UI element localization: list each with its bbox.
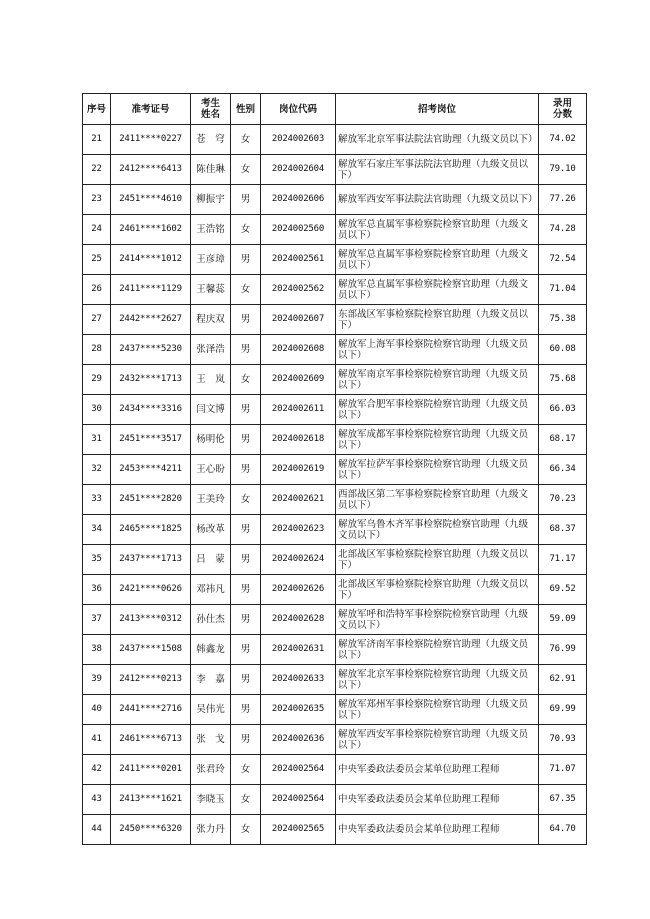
header-seq: 序号 <box>83 94 111 125</box>
cell-post-code: 2024002628 <box>261 605 336 635</box>
cell-gender: 女 <box>231 215 261 245</box>
cell-post-code: 2024002564 <box>261 755 336 785</box>
cell-post-code: 2024002626 <box>261 575 336 605</box>
cell-exam-id: 2437****1508 <box>111 635 191 665</box>
cell-post: 解放军总直属军事检察院检察官助理（九级文员以下） <box>336 245 539 275</box>
cell-name: 苍 穹 <box>191 125 231 155</box>
cell-score: 70.93 <box>539 725 587 755</box>
cell-seq: 37 <box>83 605 111 635</box>
cell-score: 71.04 <box>539 275 587 305</box>
cell-name: 张泽浩 <box>191 335 231 365</box>
cell-post-code: 2024002560 <box>261 215 336 245</box>
cell-post: 解放军西安军事检察院检察官助理（九级文员以下） <box>336 725 539 755</box>
table-row <box>83 635 587 665</box>
cell-score: 77.26 <box>539 185 587 215</box>
cell-name: 张君玲 <box>191 755 231 785</box>
cell-seq: 25 <box>83 245 111 275</box>
cell-score: 67.35 <box>539 785 587 815</box>
cell-exam-id: 2451****3517 <box>111 425 191 455</box>
table-row <box>83 365 587 395</box>
cell-name: 王心盼 <box>191 455 231 485</box>
cell-post-code: 2024002636 <box>261 725 336 755</box>
cell-post: 解放军总直属军事检察院检察官助理（九级文员以下） <box>336 275 539 305</box>
table-row <box>83 545 587 575</box>
cell-name: 闫文博 <box>191 395 231 425</box>
cell-seq: 43 <box>83 785 111 815</box>
cell-gender: 男 <box>231 635 261 665</box>
cell-score: 76.99 <box>539 635 587 665</box>
cell-gender: 男 <box>231 425 261 455</box>
cell-seq: 22 <box>83 155 111 185</box>
cell-post: 解放军总直属军事检察院检察官助理（九级文员以下） <box>336 215 539 245</box>
cell-post: 东部战区军事检察院检察官助理（九级文员以下） <box>336 305 539 335</box>
table-row <box>83 605 587 635</box>
cell-score: 69.52 <box>539 575 587 605</box>
header-post: 招考岗位 <box>336 94 539 125</box>
cell-gender: 女 <box>231 755 261 785</box>
table-row <box>83 785 587 815</box>
cell-name: 邓祎凡 <box>191 575 231 605</box>
cell-post: 解放军上海军事检察院检察官助理（九级文员以下） <box>336 335 539 365</box>
table-row <box>83 275 587 305</box>
cell-score: 70.23 <box>539 485 587 515</box>
cell-post: 解放军石家庄军事法院法官助理（九级文员以下） <box>336 155 539 185</box>
cell-post-code: 2024002603 <box>261 125 336 155</box>
table-row <box>83 515 587 545</box>
cell-score: 60.08 <box>539 335 587 365</box>
cell-post: 中央军委政法委员会某单位助理工程师 <box>336 755 539 785</box>
table-row <box>83 455 587 485</box>
cell-gender: 男 <box>231 695 261 725</box>
cell-gender: 男 <box>231 545 261 575</box>
cell-gender: 男 <box>231 455 261 485</box>
table-row <box>83 155 587 185</box>
table-row <box>83 185 587 215</box>
cell-post-code: 2024002633 <box>261 665 336 695</box>
cell-seq: 27 <box>83 305 111 335</box>
cell-score: 62.91 <box>539 665 587 695</box>
cell-name: 李 嘉 <box>191 665 231 695</box>
cell-name: 程庆双 <box>191 305 231 335</box>
cell-seq: 32 <box>83 455 111 485</box>
cell-exam-id: 2411****1129 <box>111 275 191 305</box>
cell-score: 66.34 <box>539 455 587 485</box>
cell-gender: 女 <box>231 365 261 395</box>
cell-post-code: 2024002606 <box>261 185 336 215</box>
cell-gender: 女 <box>231 815 261 845</box>
cell-gender: 男 <box>231 305 261 335</box>
cell-gender: 男 <box>231 665 261 695</box>
cell-gender: 女 <box>231 125 261 155</box>
table-row <box>83 575 587 605</box>
cell-seq: 33 <box>83 485 111 515</box>
table-body <box>83 125 587 845</box>
table-row <box>83 215 587 245</box>
table-row <box>83 815 587 845</box>
cell-post: 中央军委政法委员会某单位助理工程师 <box>336 785 539 815</box>
table-row <box>83 665 587 695</box>
cell-seq: 23 <box>83 185 111 215</box>
cell-seq: 21 <box>83 125 111 155</box>
cell-post: 解放军西安军事法院法官助理（九级文员以下） <box>336 185 539 215</box>
cell-exam-id: 2451****4610 <box>111 185 191 215</box>
cell-post-code: 2024002619 <box>261 455 336 485</box>
cell-seq: 44 <box>83 815 111 845</box>
cell-post-code: 2024002608 <box>261 335 336 365</box>
cell-seq: 42 <box>83 755 111 785</box>
cell-post: 解放军拉萨军事检察院检察官助理（九级文员以下） <box>336 455 539 485</box>
cell-name: 吕 蒙 <box>191 545 231 575</box>
cell-exam-id: 2412****6413 <box>111 155 191 185</box>
cell-score: 74.02 <box>539 125 587 155</box>
cell-name: 韩鑫龙 <box>191 635 231 665</box>
table-row <box>83 755 587 785</box>
cell-post: 解放军济南军事检察院检察官助理（九级文员以下） <box>336 635 539 665</box>
cell-score: 68.37 <box>539 515 587 545</box>
cell-score: 59.09 <box>539 605 587 635</box>
cell-name: 杨改革 <box>191 515 231 545</box>
cell-name: 王美玲 <box>191 485 231 515</box>
table-row <box>83 725 587 755</box>
cell-post: 解放军南京军事检察院检察官助理（九级文员以下） <box>336 365 539 395</box>
cell-post: 西部战区第二军事检察院检察官助理（九级文员以下） <box>336 485 539 515</box>
header-gender: 性别 <box>231 94 261 125</box>
table-row <box>83 695 587 725</box>
cell-exam-id: 2451****2820 <box>111 485 191 515</box>
cell-name: 王馨蕊 <box>191 275 231 305</box>
cell-post: 解放军乌鲁木齐军事检察院检察官助理（九级文员以下） <box>336 515 539 545</box>
cell-seq: 30 <box>83 395 111 425</box>
cell-gender: 男 <box>231 245 261 275</box>
cell-name: 孙仕杰 <box>191 605 231 635</box>
cell-exam-id: 2465****1825 <box>111 515 191 545</box>
cell-gender: 男 <box>231 575 261 605</box>
cell-post: 北部战区军事检察院检察官助理（九级文员以下） <box>336 575 539 605</box>
table-row <box>83 335 587 365</box>
cell-seq: 40 <box>83 695 111 725</box>
results-table <box>82 93 587 845</box>
cell-seq: 39 <box>83 665 111 695</box>
cell-post-code: 2024002564 <box>261 785 336 815</box>
cell-score: 74.28 <box>539 215 587 245</box>
cell-exam-id: 2437****5230 <box>111 335 191 365</box>
cell-score: 66.03 <box>539 395 587 425</box>
table-row <box>83 245 587 275</box>
cell-score: 68.17 <box>539 425 587 455</box>
cell-exam-id: 2412****0213 <box>111 665 191 695</box>
cell-exam-id: 2434****3316 <box>111 395 191 425</box>
cell-name: 王浩铭 <box>191 215 231 245</box>
cell-post-code: 2024002561 <box>261 245 336 275</box>
cell-exam-id: 2421****0626 <box>111 575 191 605</box>
cell-post: 解放军呼和浩特军事检察院检察官助理（九级文员以下） <box>336 605 539 635</box>
cell-post-code: 2024002623 <box>261 515 336 545</box>
cell-exam-id: 2414****1012 <box>111 245 191 275</box>
cell-name: 张 戈 <box>191 725 231 755</box>
cell-post-code: 2024002604 <box>261 155 336 185</box>
header-name: 考生 姓名 <box>191 94 231 125</box>
cell-gender: 女 <box>231 485 261 515</box>
cell-post: 解放军郑州军事检察院检察官助理（九级文员以下） <box>336 695 539 725</box>
cell-exam-id: 2411****0201 <box>111 755 191 785</box>
cell-post: 解放军北京军事检察院检察官助理（九级文员以下） <box>336 665 539 695</box>
cell-seq: 35 <box>83 545 111 575</box>
cell-seq: 28 <box>83 335 111 365</box>
cell-post-code: 2024002635 <box>261 695 336 725</box>
cell-name: 陈佳琳 <box>191 155 231 185</box>
cell-exam-id: 2441****2716 <box>111 695 191 725</box>
cell-exam-id: 2442****2627 <box>111 305 191 335</box>
cell-post: 解放军北京军事法院法官助理（九级文员以下） <box>336 125 539 155</box>
cell-exam-id: 2461****6713 <box>111 725 191 755</box>
cell-seq: 24 <box>83 215 111 245</box>
results-table-container <box>82 93 586 845</box>
cell-exam-id: 2450****6320 <box>111 815 191 845</box>
cell-post-code: 2024002565 <box>261 815 336 845</box>
cell-seq: 36 <box>83 575 111 605</box>
cell-score: 75.68 <box>539 365 587 395</box>
cell-exam-id: 2413****0312 <box>111 605 191 635</box>
cell-post-code: 2024002607 <box>261 305 336 335</box>
cell-score: 75.38 <box>539 305 587 335</box>
cell-exam-id: 2413****1621 <box>111 785 191 815</box>
cell-name: 李晓玉 <box>191 785 231 815</box>
cell-gender: 男 <box>231 395 261 425</box>
cell-seq: 34 <box>83 515 111 545</box>
cell-score: 71.17 <box>539 545 587 575</box>
cell-score: 79.10 <box>539 155 587 185</box>
cell-post-code: 2024002611 <box>261 395 336 425</box>
table-row <box>83 425 587 455</box>
table-row <box>83 395 587 425</box>
cell-seq: 26 <box>83 275 111 305</box>
cell-seq: 31 <box>83 425 111 455</box>
cell-gender: 女 <box>231 155 261 185</box>
table-row <box>83 485 587 515</box>
cell-exam-id: 2411****0227 <box>111 125 191 155</box>
cell-score: 64.70 <box>539 815 587 845</box>
cell-gender: 男 <box>231 335 261 365</box>
cell-exam-id: 2453****4211 <box>111 455 191 485</box>
cell-gender: 男 <box>231 605 261 635</box>
table-row <box>83 125 587 155</box>
header-score: 录用 分数 <box>539 94 587 125</box>
cell-name: 柳振宇 <box>191 185 231 215</box>
cell-gender: 女 <box>231 275 261 305</box>
cell-post: 北部战区军事检察院检察官助理（九级文员以下） <box>336 545 539 575</box>
header-post-code: 岗位代码 <box>261 94 336 125</box>
cell-score: 72.54 <box>539 245 587 275</box>
cell-post-code: 2024002562 <box>261 275 336 305</box>
cell-gender: 男 <box>231 725 261 755</box>
cell-post: 中央军委政法委员会某单位助理工程师 <box>336 815 539 845</box>
cell-score: 71.07 <box>539 755 587 785</box>
table-row <box>83 305 587 335</box>
cell-post-code: 2024002621 <box>261 485 336 515</box>
cell-name: 王 岚 <box>191 365 231 395</box>
cell-exam-id: 2461****1602 <box>111 215 191 245</box>
header-row <box>83 94 587 125</box>
cell-post-code: 2024002631 <box>261 635 336 665</box>
cell-exam-id: 2432****1713 <box>111 365 191 395</box>
cell-seq: 41 <box>83 725 111 755</box>
cell-gender: 男 <box>231 185 261 215</box>
cell-seq: 29 <box>83 365 111 395</box>
cell-exam-id: 2437****1713 <box>111 545 191 575</box>
cell-post-code: 2024002624 <box>261 545 336 575</box>
cell-name: 王彦璋 <box>191 245 231 275</box>
cell-name: 吴伟光 <box>191 695 231 725</box>
cell-post: 解放军合肥军事检察院检察官助理（九级文员以下） <box>336 395 539 425</box>
cell-post-code: 2024002609 <box>261 365 336 395</box>
cell-gender: 女 <box>231 785 261 815</box>
cell-post-code: 2024002618 <box>261 425 336 455</box>
cell-gender: 男 <box>231 515 261 545</box>
cell-name: 张力丹 <box>191 815 231 845</box>
cell-post: 解放军成都军事检察院检察官助理（九级文员以下） <box>336 425 539 455</box>
cell-seq: 38 <box>83 635 111 665</box>
cell-score: 69.99 <box>539 695 587 725</box>
cell-name: 杨明伦 <box>191 425 231 455</box>
header-exam-id: 准考证号 <box>111 94 191 125</box>
